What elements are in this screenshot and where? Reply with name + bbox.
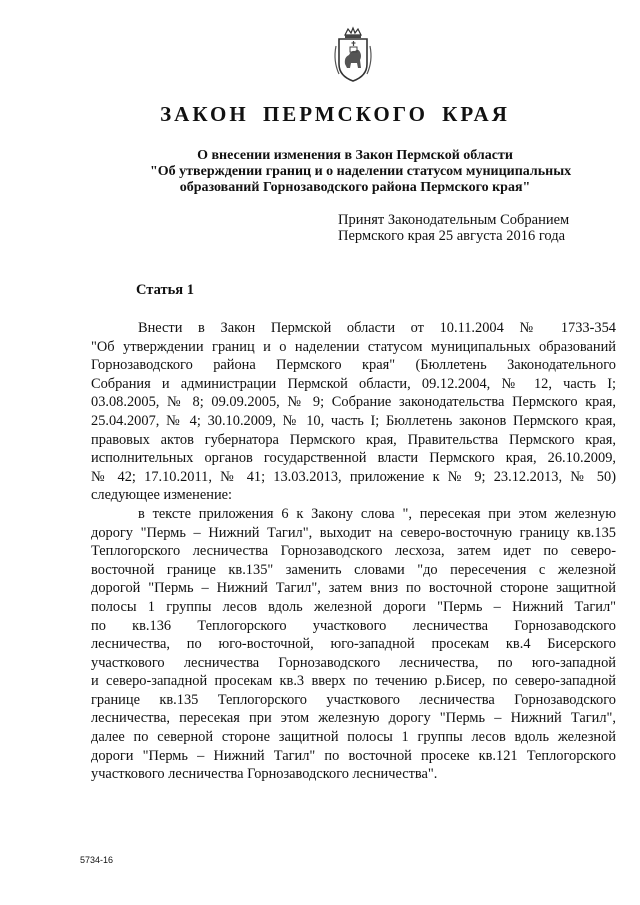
body-line: участкового лесничества Горнозаводского лесничества, по юго-западной bbox=[91, 654, 616, 671]
body-line: в тексте приложения 6 к Закону слова ", пересекая при этом железную bbox=[138, 505, 616, 522]
law-title: ЗАКОН ПЕРМСКОГО КРАЯ bbox=[160, 102, 510, 126]
body-line: 03.08.2005, № 8; 09.09.2005, № 9; Собрание законодательства Пермского края, bbox=[91, 394, 616, 411]
subtitle-line: образований Горнозаводского района Пермского края" bbox=[179, 180, 531, 195]
body-line: № 42; 17.10.2011, № 41; 13.03.2013, приложение к № 9; 23.12.2013, № 50) bbox=[91, 468, 616, 485]
body-line: исполнительных органов государственной власти Пермского края, 26.10.2009, bbox=[91, 450, 616, 467]
body-line: и северо-западной просекам кв.3 вверх по течению р.Бисер, по северо-западной bbox=[91, 673, 616, 690]
body-line: правовых актов губернатора Пермского края, Правительства Пермского края, bbox=[91, 431, 616, 448]
body-line: полосы 1 группы лесов вдоль железной дороги "Пермь – Нижний Тагил" bbox=[91, 598, 616, 615]
body-line: дорогу "Пермь – Нижний Тагил", выходит на северо-восточную границу кв.135 bbox=[91, 524, 616, 541]
subtitle-line: "Об утверждении границ и о наделении статусом муниципальных bbox=[150, 164, 572, 179]
body-line: Теплогорского лесничества Горнозаводского лесхоза, затем идет по северо- bbox=[91, 543, 616, 560]
body-line: Собрания и администрации Пермской области, 09.12.2004, № 12, часть I; bbox=[91, 375, 616, 392]
adoption-line: Принят Законодательным Собранием bbox=[338, 212, 570, 228]
body-line: восточной границе кв.135" заменить словами "до пересечения с железной bbox=[91, 561, 616, 578]
body-line: Горнозаводского района Пермского края" (Бюллетень Законодательного bbox=[91, 357, 616, 374]
body-line: далее по северной стороне защитной полосы 1 группы лесов вдоль железной bbox=[91, 729, 616, 746]
body-line: "Об утверждении границ и о наделении статусом муниципальных образований bbox=[91, 338, 616, 355]
body-line: дороги "Пермь – Нижний Тагил" по восточной просеке кв.121 Теплогорского bbox=[91, 747, 616, 764]
law-subtitle bbox=[150, 148, 572, 196]
body-line: 25.04.2007, № 4; 30.10.2009, № 10, часть I; Бюллетень законов Пермского края, bbox=[91, 412, 616, 429]
document-code: 5734-16 bbox=[80, 855, 114, 865]
body-line: по кв.136 Теплогорского участкового лесничества Горнозаводского bbox=[91, 617, 616, 634]
body-line: участкового лесничества Горнозаводского лесничества". bbox=[91, 766, 438, 783]
subtitle-line: О внесении изменения в Закон Пермской области bbox=[197, 148, 513, 163]
adoption-note bbox=[338, 212, 618, 244]
article-heading: Статья 1 bbox=[136, 282, 194, 298]
adoption-line: Пермского края 25 августа 2016 года bbox=[338, 228, 566, 244]
body-line: лесничества, пересекая при этом железную дорогу "Пермь – Нижний Тагил", bbox=[91, 710, 616, 727]
body-line: Внести в Закон Пермской области от 10.11.2004 № 1733-354 bbox=[138, 320, 616, 336]
perm-krai-coat-of-arms-icon bbox=[331, 26, 375, 84]
article-body bbox=[91, 319, 616, 784]
body-line: границе кв.135 Теплогорского участкового лесничества Горнозаводского bbox=[91, 691, 616, 708]
body-line: следующее изменение: bbox=[91, 487, 233, 504]
body-line: дорогой "Пермь – Нижний Тагил", затем вниз по восточной стороне защитной bbox=[91, 580, 616, 597]
body-line: лесничества, по юго-восточной, юго-западной просекам кв.4 Бисерского bbox=[91, 636, 616, 653]
